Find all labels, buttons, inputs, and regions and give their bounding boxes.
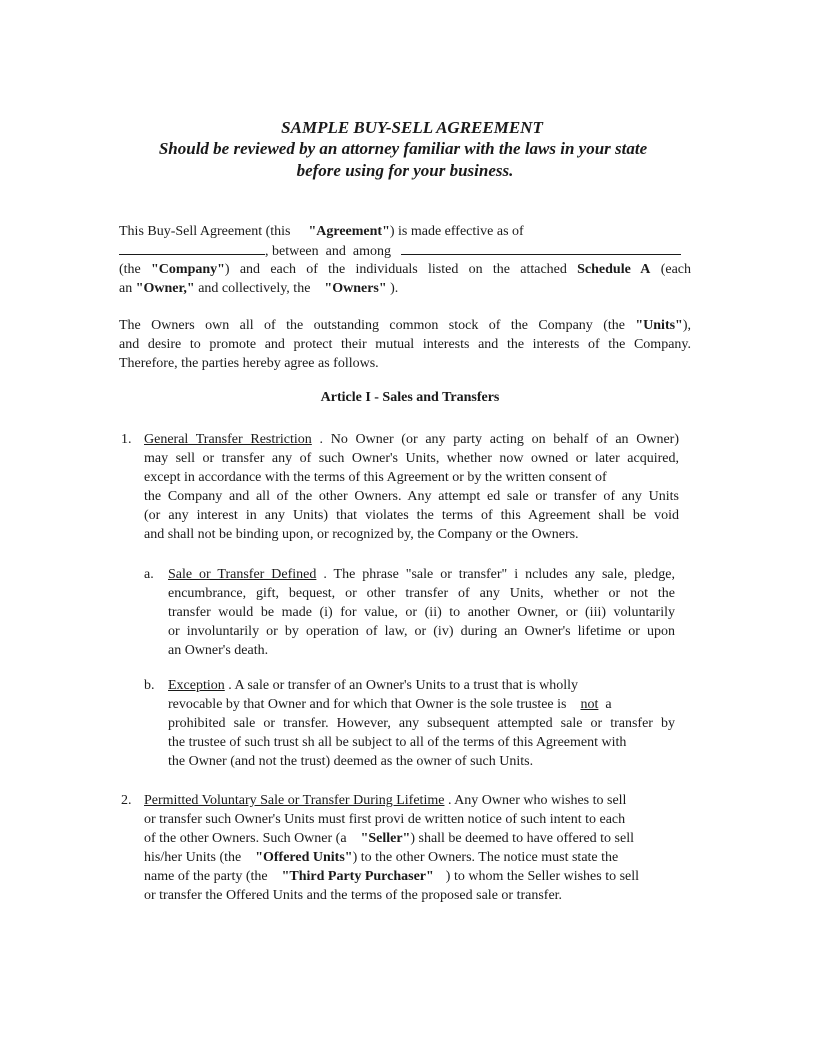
section-1b-line-2: revocable by that Owner and for which that Owner is the sole trustee is not a [168, 697, 612, 712]
section-2-line-5: name of the party (the "Third Party Purchaser" ) to whom the Seller wishes to sell [144, 869, 640, 884]
section-1-line-3: except in accordance with the terms of this Agreement or by the written consent of [144, 470, 607, 485]
section-2-line-4: his/her Units (the "Offered Units") to the other Owners. The notice must state the [144, 850, 619, 865]
intro-line-4: an "Owner," and collectively, the "Owners" ). [119, 281, 399, 296]
section-1-number: 1. [121, 432, 132, 447]
intro-paragraph [119, 222, 691, 298]
section-1-line-4: the Company and all of the other Owners. Any attempt ed sale or transfer of any Units [144, 489, 679, 504]
attorney-notice-line2: before using for your business. [296, 161, 514, 180]
section-1a-line-4: or involuntarily or by operation of law, or (iv) during an Owner's lifetime or upon [168, 624, 675, 639]
document-title: SAMPLE BUY-SELL AGREEMENT [281, 118, 543, 137]
section-2-number: 2. [121, 793, 132, 808]
section-1-line-2: may sell or transfer any of such Owner's Units, whether now owned or later acquired, [144, 451, 679, 466]
section-1b [168, 676, 675, 771]
section-1a-line-1: Sale or Transfer Defined . The phrase "sale or transfer" i ncludes any sale, pledge, [168, 567, 675, 582]
effective-date-blank[interactable] [119, 241, 265, 255]
section-1b-letter: b. [144, 678, 155, 693]
recital-line-1: The Owners own all of the outstanding common stock of the Company (the "Units"), [119, 318, 692, 333]
attorney-notice-line1: Should be reviewed by an attorney familiar with the laws in your state [158, 139, 648, 158]
section-1a-letter: a. [144, 567, 154, 582]
section-2-line-1: Permitted Voluntary Sale or Transfer During Lifetime . Any Owner who wishes to sell [144, 793, 627, 808]
section-1a-line-3: transfer would be made (i) for value, or (ii) to another Owner, or (iii) voluntarily [168, 605, 675, 620]
section-1-line-5: (or any interest in any Units) that violates the terms of this Agreement shall be void [144, 508, 679, 523]
section-2-line-3: of the other Owners. Such Owner (a "Seller") shall be deemed to have offered to sell [144, 831, 634, 846]
section-1b-line-4: the trustee of such trust sh all be subject to all of the terms of this Agreement with [168, 735, 627, 750]
section-1-line-1: General Transfer Restriction . No Owner (or any party acting on behalf of an Owner) [144, 432, 679, 447]
intro-line-3: (the "Company") and each of the individuals listed on the attached Schedule A (each [119, 262, 691, 277]
section-1-title: General Transfer Restriction [144, 432, 312, 447]
parties-blank[interactable] [401, 241, 681, 255]
section-1b-line-1: Exception . A sale or transfer of an Owner's Units to a trust that is wholly [168, 678, 579, 693]
intro-line-1: This Buy-Sell Agreement (this "Agreement") is made effective as of [119, 224, 524, 239]
section-2-line-6: or transfer the Offered Units and the terms of the proposed sale or transfer. [144, 888, 563, 903]
article-heading: Article I - Sales and Transfers [320, 390, 500, 405]
section-1-line-6: and shall not be binding upon, or recognized by, the Company or the Owners. [144, 527, 579, 542]
document-title-block [0, 117, 816, 182]
section-2 [144, 791, 679, 905]
recital-line-2: and desire to promote and protect their mutual interests and the interests of the Company. [119, 337, 691, 352]
section-1a-line-2: encumbrance, gift, bequest, or other transfer of any Units, whether or not the [168, 586, 675, 601]
section-1b-title: Exception [168, 678, 225, 693]
section-1a-line-5: an Owner's death. [168, 643, 269, 658]
section-1b-line-3: prohibited sale or transfer. However, any subsequent attempted sale or transfer by [168, 716, 675, 731]
section-1a [168, 565, 675, 660]
intro-line-2: , between and among [119, 241, 691, 260]
section-1b-line-5: the Owner (and not the trust) deemed as the owner of such Units. [168, 754, 534, 769]
section-1 [144, 430, 679, 544]
recital-paragraph [119, 316, 691, 373]
section-1a-title: Sale or Transfer Defined [168, 567, 317, 582]
recital-line-3: Therefore, the parties hereby agree as follows. [119, 356, 379, 371]
section-2-title: Permitted Voluntary Sale or Transfer During Lifetime [144, 793, 445, 808]
section-2-line-2: or transfer such Owner's Units must first provi de written notice of such intent to each [144, 812, 626, 827]
